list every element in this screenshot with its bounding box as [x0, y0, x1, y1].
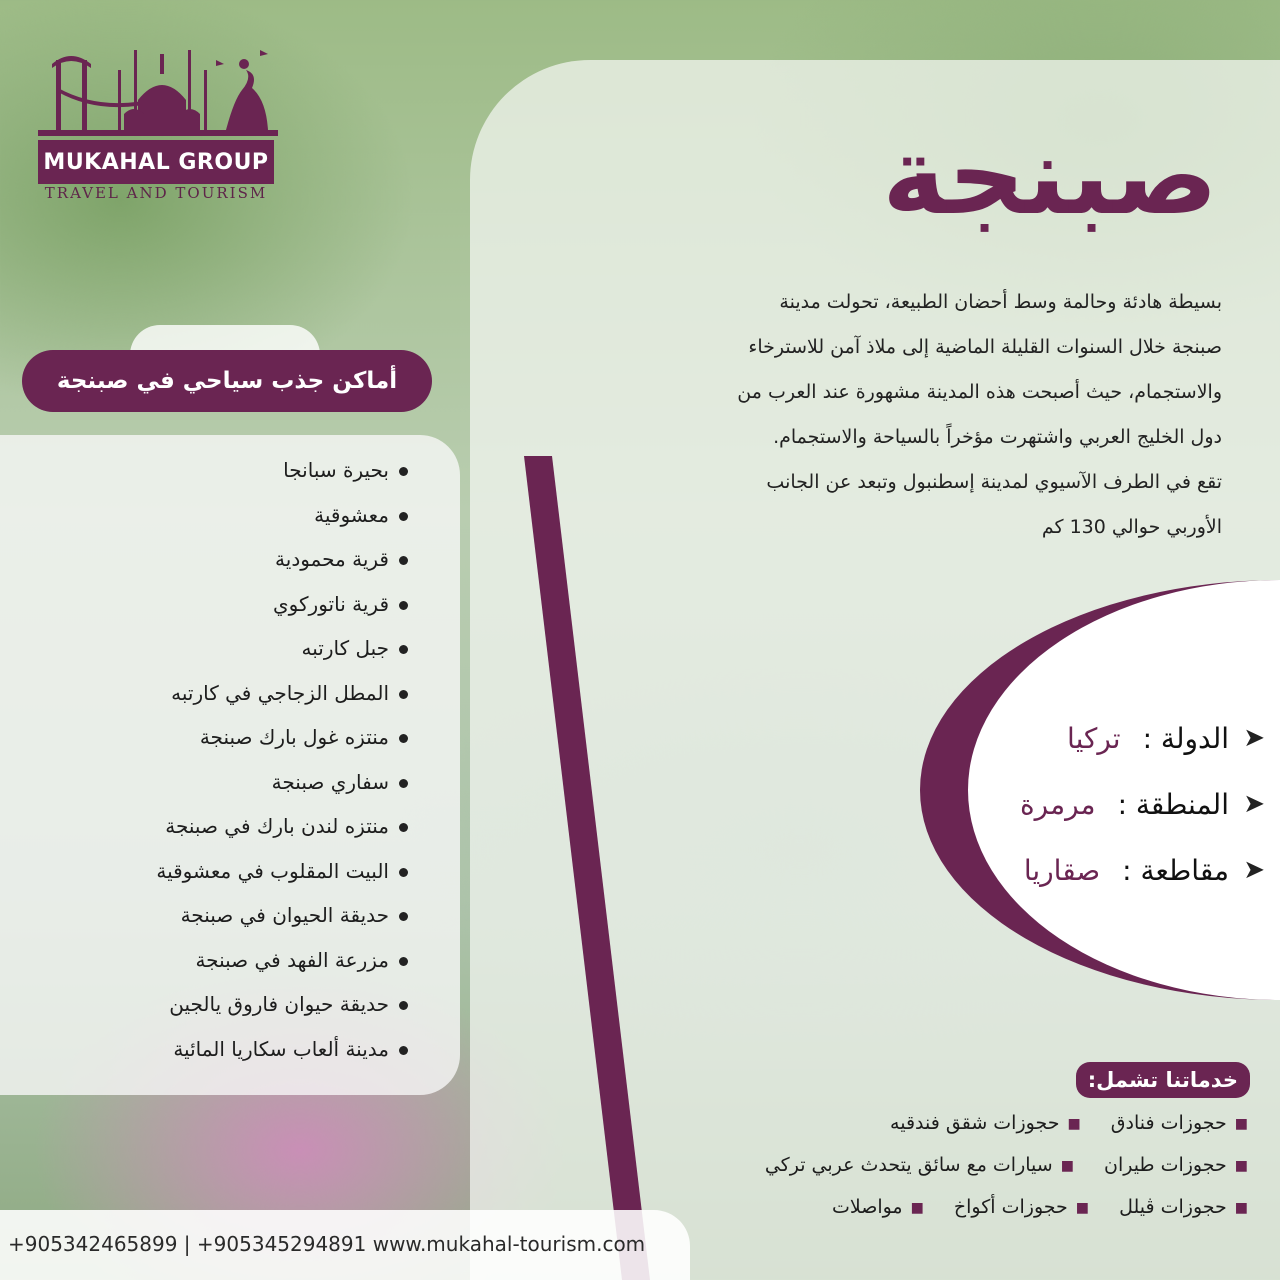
service-item: حجوزات فنادق: [1110, 1112, 1227, 1134]
arrow-left-icon: ➤: [1243, 789, 1265, 819]
intro-line: والاستجمام، حيث أصبحت هذه المدينة مشهورة عند العرب من: [737, 381, 1222, 403]
info-label: الدولة :: [1142, 721, 1229, 755]
services-row: [741, 1186, 1248, 1228]
services-header: خدماتنا تشمل:: [1076, 1062, 1250, 1098]
info-value: مرمرة: [1019, 787, 1096, 821]
service-item: حجوزات أكواخ: [953, 1196, 1068, 1218]
info-row-province: [985, 837, 1265, 903]
intro-line: دول الخليج العربي واشتهرت مؤخراً بالسياحة والاستجمام.: [773, 426, 1222, 448]
intro-paragraph: [622, 280, 1222, 550]
bullet-icon: [399, 734, 408, 743]
list-item: منتزه لندن بارك في صبنجة: [28, 804, 408, 849]
info-row-country: [985, 705, 1265, 771]
arrow-left-icon: ➤: [1243, 855, 1265, 885]
services-row: [741, 1144, 1248, 1186]
footer-contact: +905342465899 | +905345294891 www.mukahal-tourism.com: [8, 1232, 646, 1256]
bullet-icon: [399, 823, 408, 832]
bullet-icon: ■: [1075, 1199, 1090, 1216]
bullet-icon: [399, 690, 408, 699]
list-item: قرية محمودية: [28, 537, 408, 582]
intro-line: الأوربي حوالي 130 كم: [1041, 516, 1222, 538]
bullet-icon: ■: [1234, 1157, 1248, 1174]
list-item: معشوقية: [28, 493, 408, 538]
service-item: سيارات مع سائق يتحدث عربي تركي: [764, 1154, 1053, 1176]
list-item: سفاري صبنجة: [28, 760, 408, 805]
info-row-region: [985, 771, 1265, 837]
attractions-header: أماكن جذب سياحي في صبنجة: [22, 350, 432, 412]
attractions-list: [28, 448, 408, 1071]
bullet-icon: [399, 556, 408, 565]
list-item: منتزه غول بارك صبنجة: [28, 715, 408, 760]
list-item: بحيرة سبانجا: [28, 448, 408, 493]
list-item: حديقة حيوان فاروق يالجين: [28, 982, 408, 1027]
intro-line: تقع في الطرف الآسيوي لمدينة إسطنبول وتبعد عن الجانب: [766, 471, 1222, 493]
logo: [38, 30, 278, 210]
list-item: المطل الزجاجي في كارتبه: [28, 671, 408, 716]
services-row: [741, 1102, 1248, 1144]
service-item: مواصلات: [831, 1196, 903, 1218]
list-item: قرية ناتوركوي: [28, 582, 408, 627]
service-item: حجوزات شقق فندقيه: [890, 1112, 1060, 1134]
list-item: مدينة ألعاب سكاريا المائية: [28, 1027, 408, 1072]
bullet-icon: [399, 779, 408, 788]
arrow-left-icon: ➤: [1243, 723, 1265, 753]
info-value: تركيا: [1067, 721, 1121, 755]
service-item: حجوزات طيران: [1103, 1154, 1227, 1176]
bullet-icon: [399, 512, 408, 521]
list-item: البيت المقلوب في معشوقية: [28, 849, 408, 894]
service-item: حجوزات ڤيلل: [1119, 1196, 1227, 1218]
bullet-icon: [399, 1001, 408, 1010]
info-label: مقاطعة :: [1122, 853, 1229, 887]
bullet-icon: [399, 467, 408, 476]
info-value: صقاريا: [1023, 853, 1101, 887]
services-list: [741, 1102, 1248, 1228]
bullet-icon: ■: [910, 1199, 924, 1216]
info-rows: [985, 705, 1265, 903]
intro-line: صبنجة خلال السنوات القليلة الماضية إلى ملاذ آمن للاسترخاء: [748, 336, 1222, 358]
intro-line: بسيطة هادئة وحالمة وسط أحضان الطبيعة، تحولت مدينة: [779, 291, 1222, 313]
info-label: المنطقة :: [1117, 787, 1229, 821]
bullet-icon: [399, 645, 408, 654]
page-title: صبنجة: [882, 114, 1218, 239]
logo-brand: MUKAHAL GROUP: [38, 140, 274, 184]
logo-tagline: TRAVEL AND TOURISM: [44, 184, 268, 202]
list-item: حديقة الحيوان في صبنجة: [28, 893, 408, 938]
skyline-logo-icon: [38, 30, 278, 142]
bullet-icon: [399, 957, 408, 966]
bullet-icon: [399, 601, 408, 610]
bullet-icon: [399, 868, 408, 877]
list-item: مزرعة الفهد في صبنجة: [28, 938, 408, 983]
bullet-icon: [399, 912, 408, 921]
bullet-icon: [399, 1046, 408, 1055]
list-item: جبل كارتبه: [28, 626, 408, 671]
bullet-icon: ■: [1067, 1115, 1081, 1132]
bullet-icon: ■: [1060, 1157, 1074, 1174]
bullet-icon: ■: [1234, 1199, 1248, 1216]
bullet-icon: ■: [1234, 1115, 1248, 1132]
